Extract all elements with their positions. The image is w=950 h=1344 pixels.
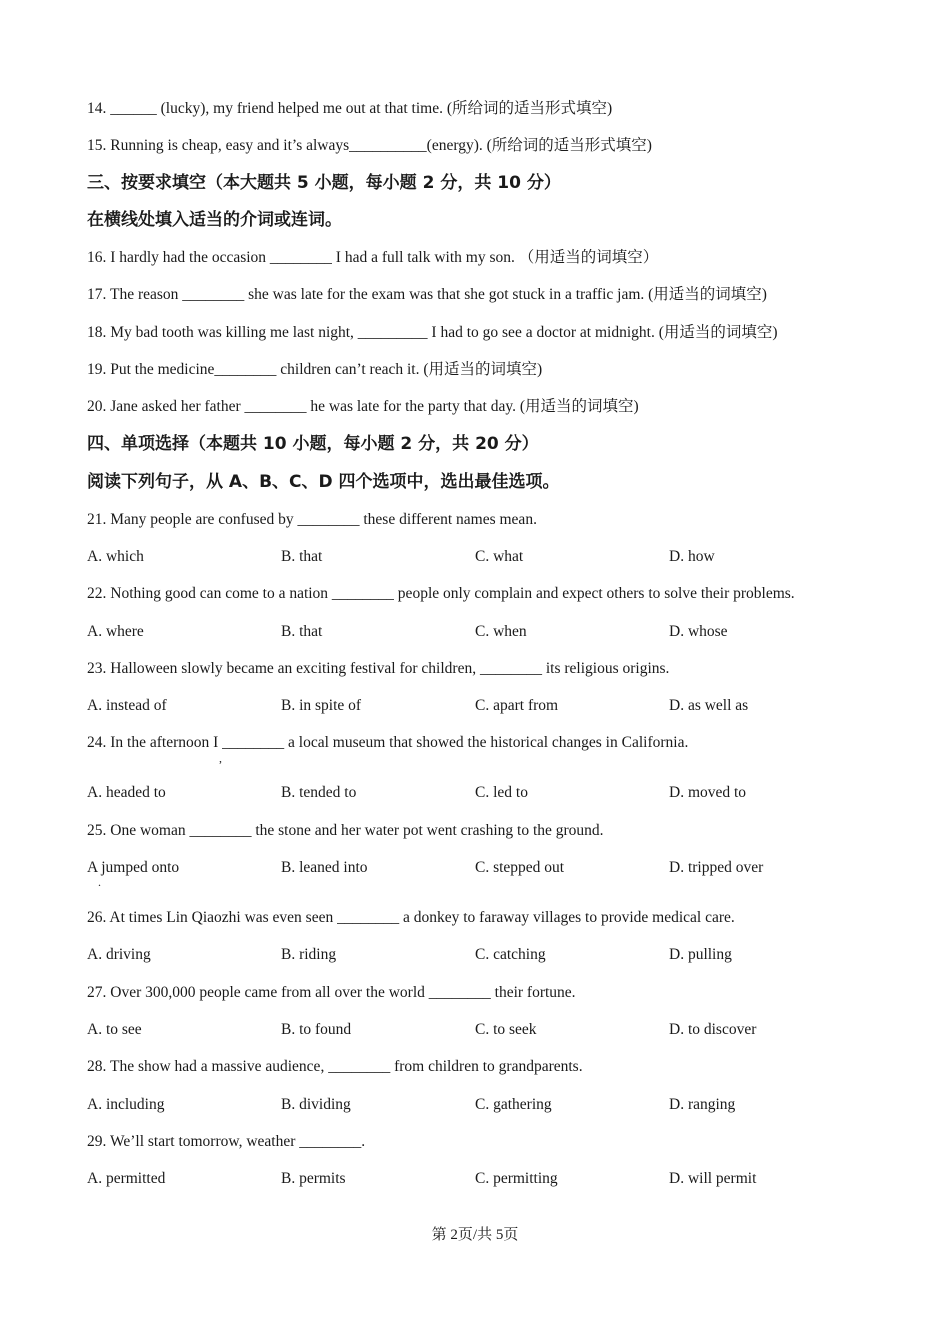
option-29-b: B. permits — [281, 1170, 346, 1187]
option-24-d: D. moved to — [669, 784, 747, 801]
option-24-b: B. tended to — [281, 784, 357, 801]
option-24-a: A. headed to — [87, 784, 166, 801]
question-22: 22. Nothing good can come to a nation ________ people only complain and expect others to solve their problems. — [87, 585, 795, 602]
option-22-c: C. when — [475, 623, 527, 640]
question-14: 14. ______ (lucky), my friend helped me out at that time. (所给词的适当形式填空) — [87, 100, 613, 117]
question-16: 16. I hardly had the occasion ________ I had a full talk with my son. （用适当的词填空） — [87, 249, 659, 266]
stray-comma-mark: , — [219, 751, 222, 765]
option-23-c: C. apart from — [475, 697, 559, 714]
option-26-c: C. catching — [475, 946, 546, 963]
option-26-d: D. pulling — [669, 946, 732, 963]
option-22-d: D. whose — [669, 623, 728, 640]
option-29-c: C. permitting — [475, 1170, 558, 1187]
question-17: 17. The reason ________ she was late for the exam was that she got stuck in a traffic jam. (用适当的词填空) — [87, 286, 767, 303]
option-27-a: A. to see — [87, 1021, 142, 1038]
question-23: 23. Halloween slowly became an exciting festival for children, ________ its religious origins. — [87, 660, 670, 677]
option-27-d: D. to discover — [669, 1021, 757, 1038]
section-4-instruction: 阅读下列句子，从 A、B、C、D 四个选项中，选出最佳选项。 — [87, 472, 560, 492]
option-23-a: A. instead of — [87, 697, 167, 714]
question-20: 20. Jane asked her father ________ he was late for the party that day. (用适当的词填空) — [87, 398, 639, 415]
question-27: 27. Over 300,000 people came from all over the world ________ their fortune. — [87, 984, 576, 1001]
option-23-d: D. as well as — [669, 697, 749, 714]
question-28: 28. The show had a massive audience, ________ from children to grandparents. — [87, 1058, 583, 1075]
option-25-a: A jumped onto — [87, 859, 180, 876]
option-22-a: A. where — [87, 623, 144, 640]
option-28-c: C. gathering — [475, 1096, 552, 1113]
question-21: 21. Many people are confused by ________ these different names mean. — [87, 511, 537, 528]
option-28-a: A. including — [87, 1096, 165, 1113]
option-22-b: B. that — [281, 623, 323, 640]
option-21-d: D. how — [669, 548, 715, 565]
option-26-a: A. driving — [87, 946, 151, 963]
option-21-c: C. what — [475, 548, 524, 565]
option-25-d: D. tripped over — [669, 859, 764, 876]
section-4-title: 四、单项选择（本题共 10 小题，每小题 2 分，共 20 分） — [87, 434, 539, 454]
stray-dot-mark: . — [98, 875, 101, 889]
option-25-b: B. leaned into — [281, 859, 368, 876]
option-23-b: B. in spite of — [281, 697, 362, 714]
option-25-c: C. stepped out — [475, 859, 565, 876]
option-28-d: D. ranging — [669, 1096, 736, 1113]
question-26: 26. At times Lin Qiaozhi was even seen ________ a donkey to faraway villages to provide medical care. — [87, 909, 735, 926]
option-29-d: D. will permit — [669, 1170, 757, 1187]
question-18: 18. My bad tooth was killing me last night, _________ I had to go see a doctor at midnight. (用适当的词填空) — [87, 324, 778, 341]
page-footer: 第 2页/共 5页 — [431, 1227, 519, 1243]
question-29: 29. We’ll start tomorrow, weather ________. — [87, 1133, 366, 1150]
question-24: 24. In the afternoon I ________ a local museum that showed the historical changes in California. — [87, 734, 689, 751]
section-3-title: 三、按要求填空（本大题共 5 小题，每小题 2 分，共 10 分） — [87, 173, 561, 193]
option-27-b: B. to found — [281, 1021, 352, 1038]
option-21-a: A. which — [87, 548, 144, 565]
option-26-b: B. riding — [281, 946, 337, 963]
question-15: 15. Running is cheap, easy and it’s always__________(energy). (所给词的适当形式填空) — [87, 137, 652, 154]
section-3-instruction: 在横线处填入适当的介词或连词。 — [87, 210, 342, 230]
question-25: 25. One woman ________ the stone and her water pot went crashing to the ground. — [87, 822, 604, 839]
option-28-b: B. dividing — [281, 1096, 351, 1113]
option-29-a: A. permitted — [87, 1170, 166, 1187]
option-27-c: C. to seek — [475, 1021, 537, 1038]
question-19: 19. Put the medicine________ children can’t reach it. (用适当的词填空) — [87, 361, 543, 378]
option-21-b: B. that — [281, 548, 323, 565]
option-24-c: C. led to — [475, 784, 528, 801]
